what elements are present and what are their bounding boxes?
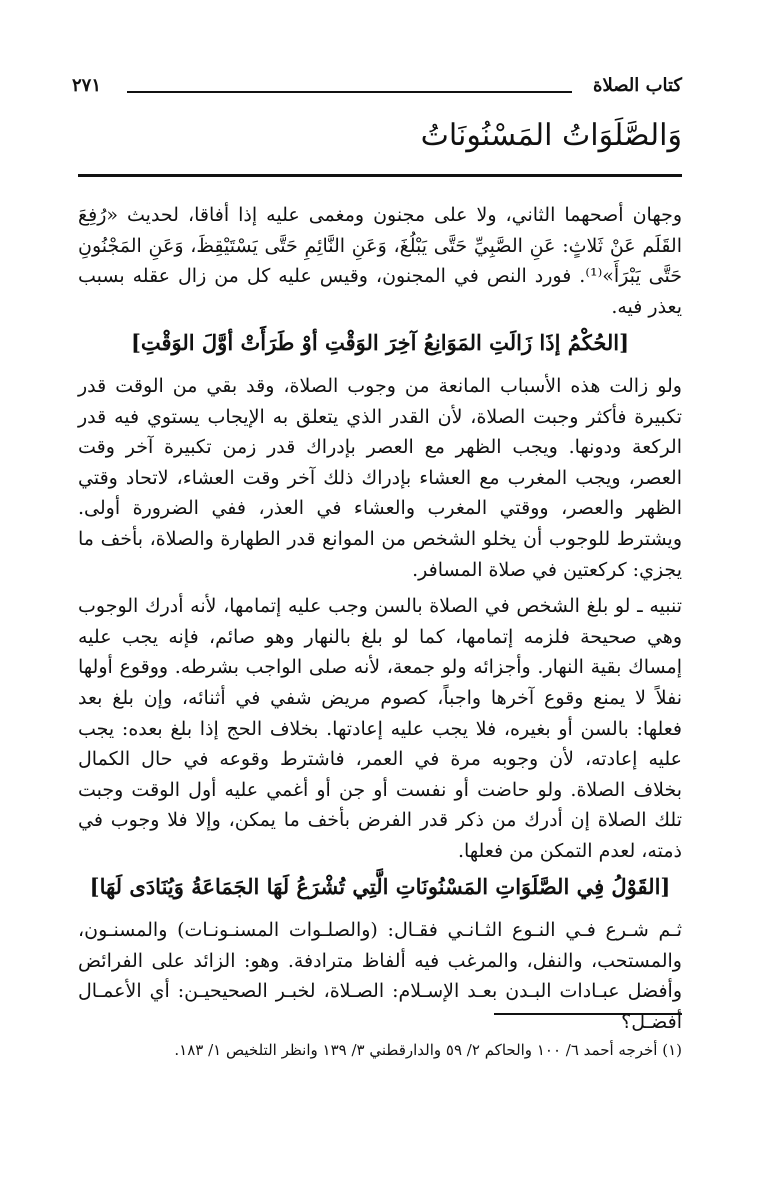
body-text	[78, 200, 682, 1043]
paragraph-1: وجهان أصحهما الثاني، ولا على مجنون ومغمى عليه إذا أفاقا، لحديث «رُفِعَ القَلَم عَنْ ثَلاثٍ: عَنِ الصَّبِيِّ حَتَّى يَبْلُغَ، وَعَنِ النَّائِمِ حَتَّى يَسْتَيْقِظَ، وَعَنِ المَجْنُونِ حَتَّى يَبْرَأَ»⁽¹⁾. فورد النص في المجنون، وقيس عليه كل من زال عقله بسبب يعذر فيه.	[78, 204, 682, 318]
paragraph-4: ثـم شـرع فـي النـوع الثـانـي فقـال: (والصلـوات المسنـونـات) والمسنـون، والمستحب، والنفل، والمرغب فيه ألفاظ مترادفة. وهو: الزائد على الفرائض وأفضل عبـادات البـدن بعـد الإسـلام: الصـلاة، لخبـر الصحيحيـن: أي الأعمـال أفضـل؟	[78, 919, 682, 1033]
page-number: ٢٧١	[72, 75, 102, 96]
paragraph-2: ولو زالت هذه الأسباب المانعة من وجوب الصلاة، وقد بقي من الوقت قدر تكبيرة فأكثر وجبت الصلاة، لأن القدر الذي يتعلق به الإيجاب يستوي فيه قدر الركعة ودونها. ويجب الظهر مع العصر بإدراك قدر زمن تكبيرة آخر وقت العصر، ويجب المغرب مع العشاء بإدراك ذلك آخر وقت العشاء، لاتحاد وقتي الظهر والعصر، ووقتي المغرب والعشاء في العذر، ففي الضرورة أولى. ويشترط للوجوب أن يخلو الشخص من الموانع قدر الطهارة والصلاة، بأخف ما يجزي: كركعتين في صلاة المسافر.	[78, 374, 682, 581]
section-heading-1: [الحُكْمُ إذَا زَالَتِ المَوَانِعُ آخِرَ الوَقْتِ أوْ طَرَأَتْ أوَّلَ الوَقْتِ]	[130, 330, 630, 356]
chapter-title: وَالصَّلَوَاتُ المَسْنُونَاتُ	[420, 118, 682, 153]
section-heading-2: [القَوْلُ فِي الصَّلَوَاتِ المَسْنُونَاتِ الَّتِي تُشْرَعُ لَهَا الجَمَاعَةُ وَيُنَادَى لَهَا]	[89, 874, 671, 900]
footnote-rule	[494, 1013, 682, 1015]
header-rule	[127, 91, 572, 93]
footnote: (١) أخرجه أحمد ٦/ ١٠٠ والحاكم ٢/ ٥٩ والدارقطني ٣/ ١٣٩ وانظر التلخيص ١/ ١٨٣.	[174, 1041, 682, 1059]
book-title: كتاب الصلاة	[593, 75, 682, 96]
paragraph-3: تنبيه ـ لو بلغ الشخص في الصلاة بالسن وجب عليه إتمامها، لأنه أدرك الوجوب وهي صحيحة فلزمه إتمامها، كما لو بلغ بالنهار وهو صائم، فإنه يجب عليه إمساك بقية النهار. وأجزائه ولو جمعة، لأنه صلى الواجب بشرطه. ووقوع أولها نفلاً لا يمنع وقوع آخرها واجباً، كصوم مريض شفي في أثنائه، وإن بلغ بعد فعلها: بالسن أو بغيره، فلا يجب عليه إعادتها. بخلاف الحج إذا بلغ بعده: يجب عليه إعادته، لأن وجوبه مرة في العمر، فاشترط وقوعه في حال الكمال بخلاف الصلاة. ولو حاضت أو نفست أو جن أو أغمي عليه أول الوقت وجبت تلك الصلاة إن أدرك من ذكر قدر الفرض بأخف ما يمكن، وإلا فلا وجوب في ذمته، لعدم التمكن من فعلها.	[78, 595, 682, 862]
running-header	[72, 72, 682, 100]
chapter-rule	[78, 174, 682, 177]
